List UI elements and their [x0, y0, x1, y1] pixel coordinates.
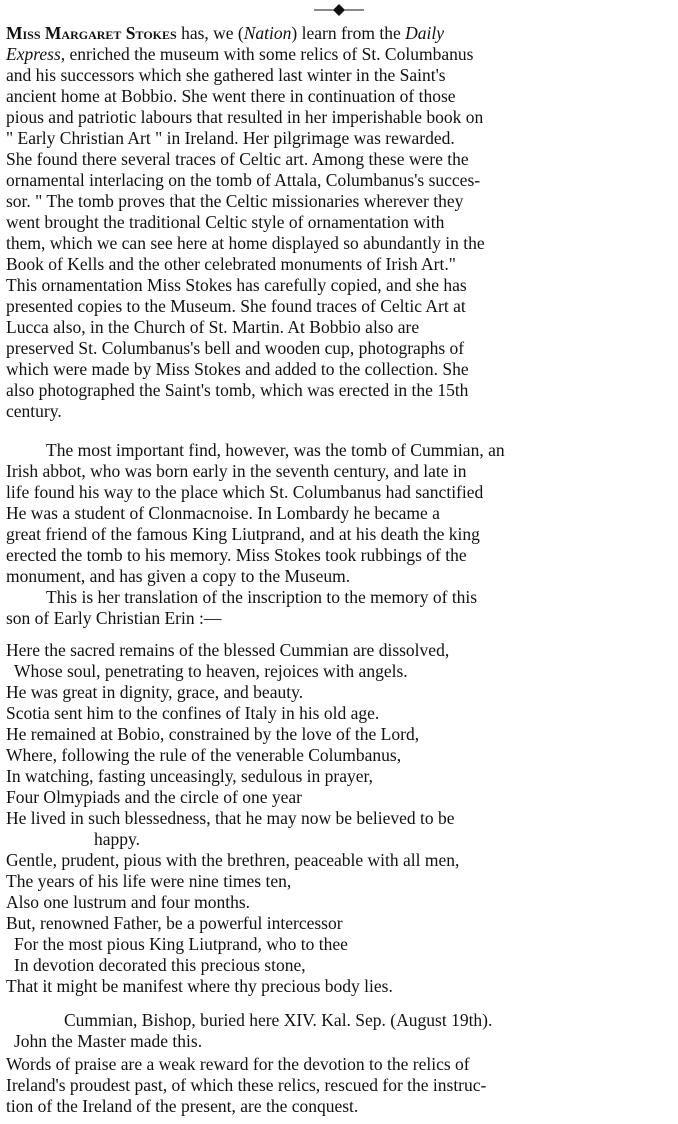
- text-line: This is her translation of the inscription to the memory of this: [46, 587, 478, 607]
- text-line: erected the tomb to his memory. Miss Stokes took rubbings of the: [6, 545, 467, 565]
- verse-line: The years of his life were nine times ten,: [6, 871, 292, 891]
- text-line: and his successors which she gathered last winter in the Saint's: [6, 65, 446, 85]
- text-line: preserved St. Columbanus's bell and wooden cup, photographs of: [6, 338, 465, 358]
- text-line: great friend of the famous King Liutprand, and at his death the king: [6, 524, 480, 544]
- verse-line: Four Olmypiads and the circle of one year: [6, 787, 302, 807]
- text-line: which were made by Miss Stokes and added to the collection. She: [6, 359, 469, 379]
- text-line: Express, enriched the museum with some relics of St. Columbanus: [6, 44, 474, 64]
- source-nation: Nation: [243, 23, 292, 43]
- inscription-translation: [6, 640, 676, 997]
- text-line: went brought the traditional Celtic style of ornamentation with: [6, 212, 445, 232]
- verse-line: For the most pious King Liutprand, who to thee: [14, 934, 348, 954]
- text-line: life found his way to the place which St. Columbanus had sanctified: [6, 482, 484, 502]
- text-line: sor. " The tomb proves that the Celtic missionaries wherever they: [6, 191, 464, 211]
- verse-line: Scotia sent him to the confines of Italy in his old age.: [6, 703, 380, 723]
- text-line: He was a student of Clonmacnoise. In Lombardy he became a: [6, 503, 440, 523]
- paragraph-closing: [6, 1054, 676, 1117]
- source-express: Express,: [6, 44, 66, 64]
- text-line: She found there several traces of Celtic art. Among these were the: [6, 149, 469, 169]
- text-line: ancient home at Bobbio. She went there in continuation of those: [6, 86, 456, 106]
- verse-line: In watching, fasting unceasingly, sedulous in prayer,: [6, 766, 374, 786]
- text-line: The most important find, however, was the tomb of Cummian, an: [46, 440, 505, 460]
- text-line: monument, and has given a copy to the Museum.: [6, 566, 351, 586]
- text-line: Words of praise are a weak reward for the devotion to the relics of: [6, 1054, 470, 1074]
- paragraph-stokes-bobbio: [6, 23, 676, 422]
- text-line: John the Master made this.: [14, 1031, 203, 1051]
- verse-line: Where, following the rule of the venerable Columbanus,: [6, 745, 402, 765]
- text-line: Irish abbot, who was born early in the seventh century, and late in: [6, 461, 467, 481]
- text-line: Book of Kells and the other celebrated monuments of Irish Art.": [6, 254, 456, 274]
- text-line: " Early Christian Art " in Ireland. Her pilgrimage was rewarded.: [6, 128, 455, 148]
- source-daily: Daily: [405, 23, 444, 43]
- verse-line: Gentle, prudent, pious with the brethren, peaceable with all men,: [6, 850, 460, 870]
- text-line: them, which we can see here at home displayed so abundantly in the: [6, 233, 485, 253]
- verse-line: He remained at Bobio, constrained by the love of the Lord,: [6, 724, 420, 744]
- text-line: Miss Margaret Stokes has, we (Nation) learn from the Daily: [6, 23, 444, 43]
- verse-line: He lived in such blessedness, that he may now be believed to be: [6, 808, 455, 828]
- text-line: Ireland's proudest past, of which these relics, rescued for the instruc-: [6, 1075, 487, 1095]
- person-name: Miss Margaret Stokes: [6, 23, 177, 43]
- ornament-divider-icon: [312, 3, 366, 17]
- text-line: pious and patriotic labours that resulted in her imperishable book on: [6, 107, 484, 127]
- text-line: This ornamentation Miss Stokes has carefully copied, and she has: [6, 275, 467, 295]
- verse-line: Whose soul, penetrating to heaven, rejoices with angels.: [14, 661, 408, 681]
- verse-line: Here the sacred remains of the blessed Cummian are dissolved,: [6, 640, 450, 660]
- text-line: century.: [6, 401, 62, 421]
- verse-line: But, renowned Father, be a powerful intercessor: [6, 913, 343, 933]
- verse-line: In devotion decorated this precious stone,: [14, 955, 306, 975]
- text-line: son of Early Christian Erin :—: [6, 608, 222, 628]
- text-line: also photographed the Saint's tomb, which was erected in the 15th: [6, 380, 469, 400]
- inscription-signature: [6, 1010, 676, 1052]
- verse-line: That it might be manifest where thy precious body lies.: [6, 976, 393, 996]
- verse-line: Also one lustrum and four months.: [6, 892, 251, 912]
- text-line: presented copies to the Museum. She found traces of Celtic Art at: [6, 296, 466, 316]
- text-line: Lucca also, in the Church of St. Martin. At Bobbio also are: [6, 317, 420, 337]
- verse-line: happy.: [94, 829, 141, 849]
- paragraph-cummian-tomb: [6, 440, 676, 629]
- text-line: ornamental interlacing on the tomb of Attala, Columbanus's succes-: [6, 170, 481, 190]
- text-line: Cummian, Bishop, buried here XIV. Kal. Sep. (August 19th).: [64, 1010, 493, 1030]
- text-line: tion of the Ireland of the present, are the conquest.: [6, 1096, 359, 1116]
- verse-line: He was great in dignity, grace, and beauty.: [6, 682, 304, 702]
